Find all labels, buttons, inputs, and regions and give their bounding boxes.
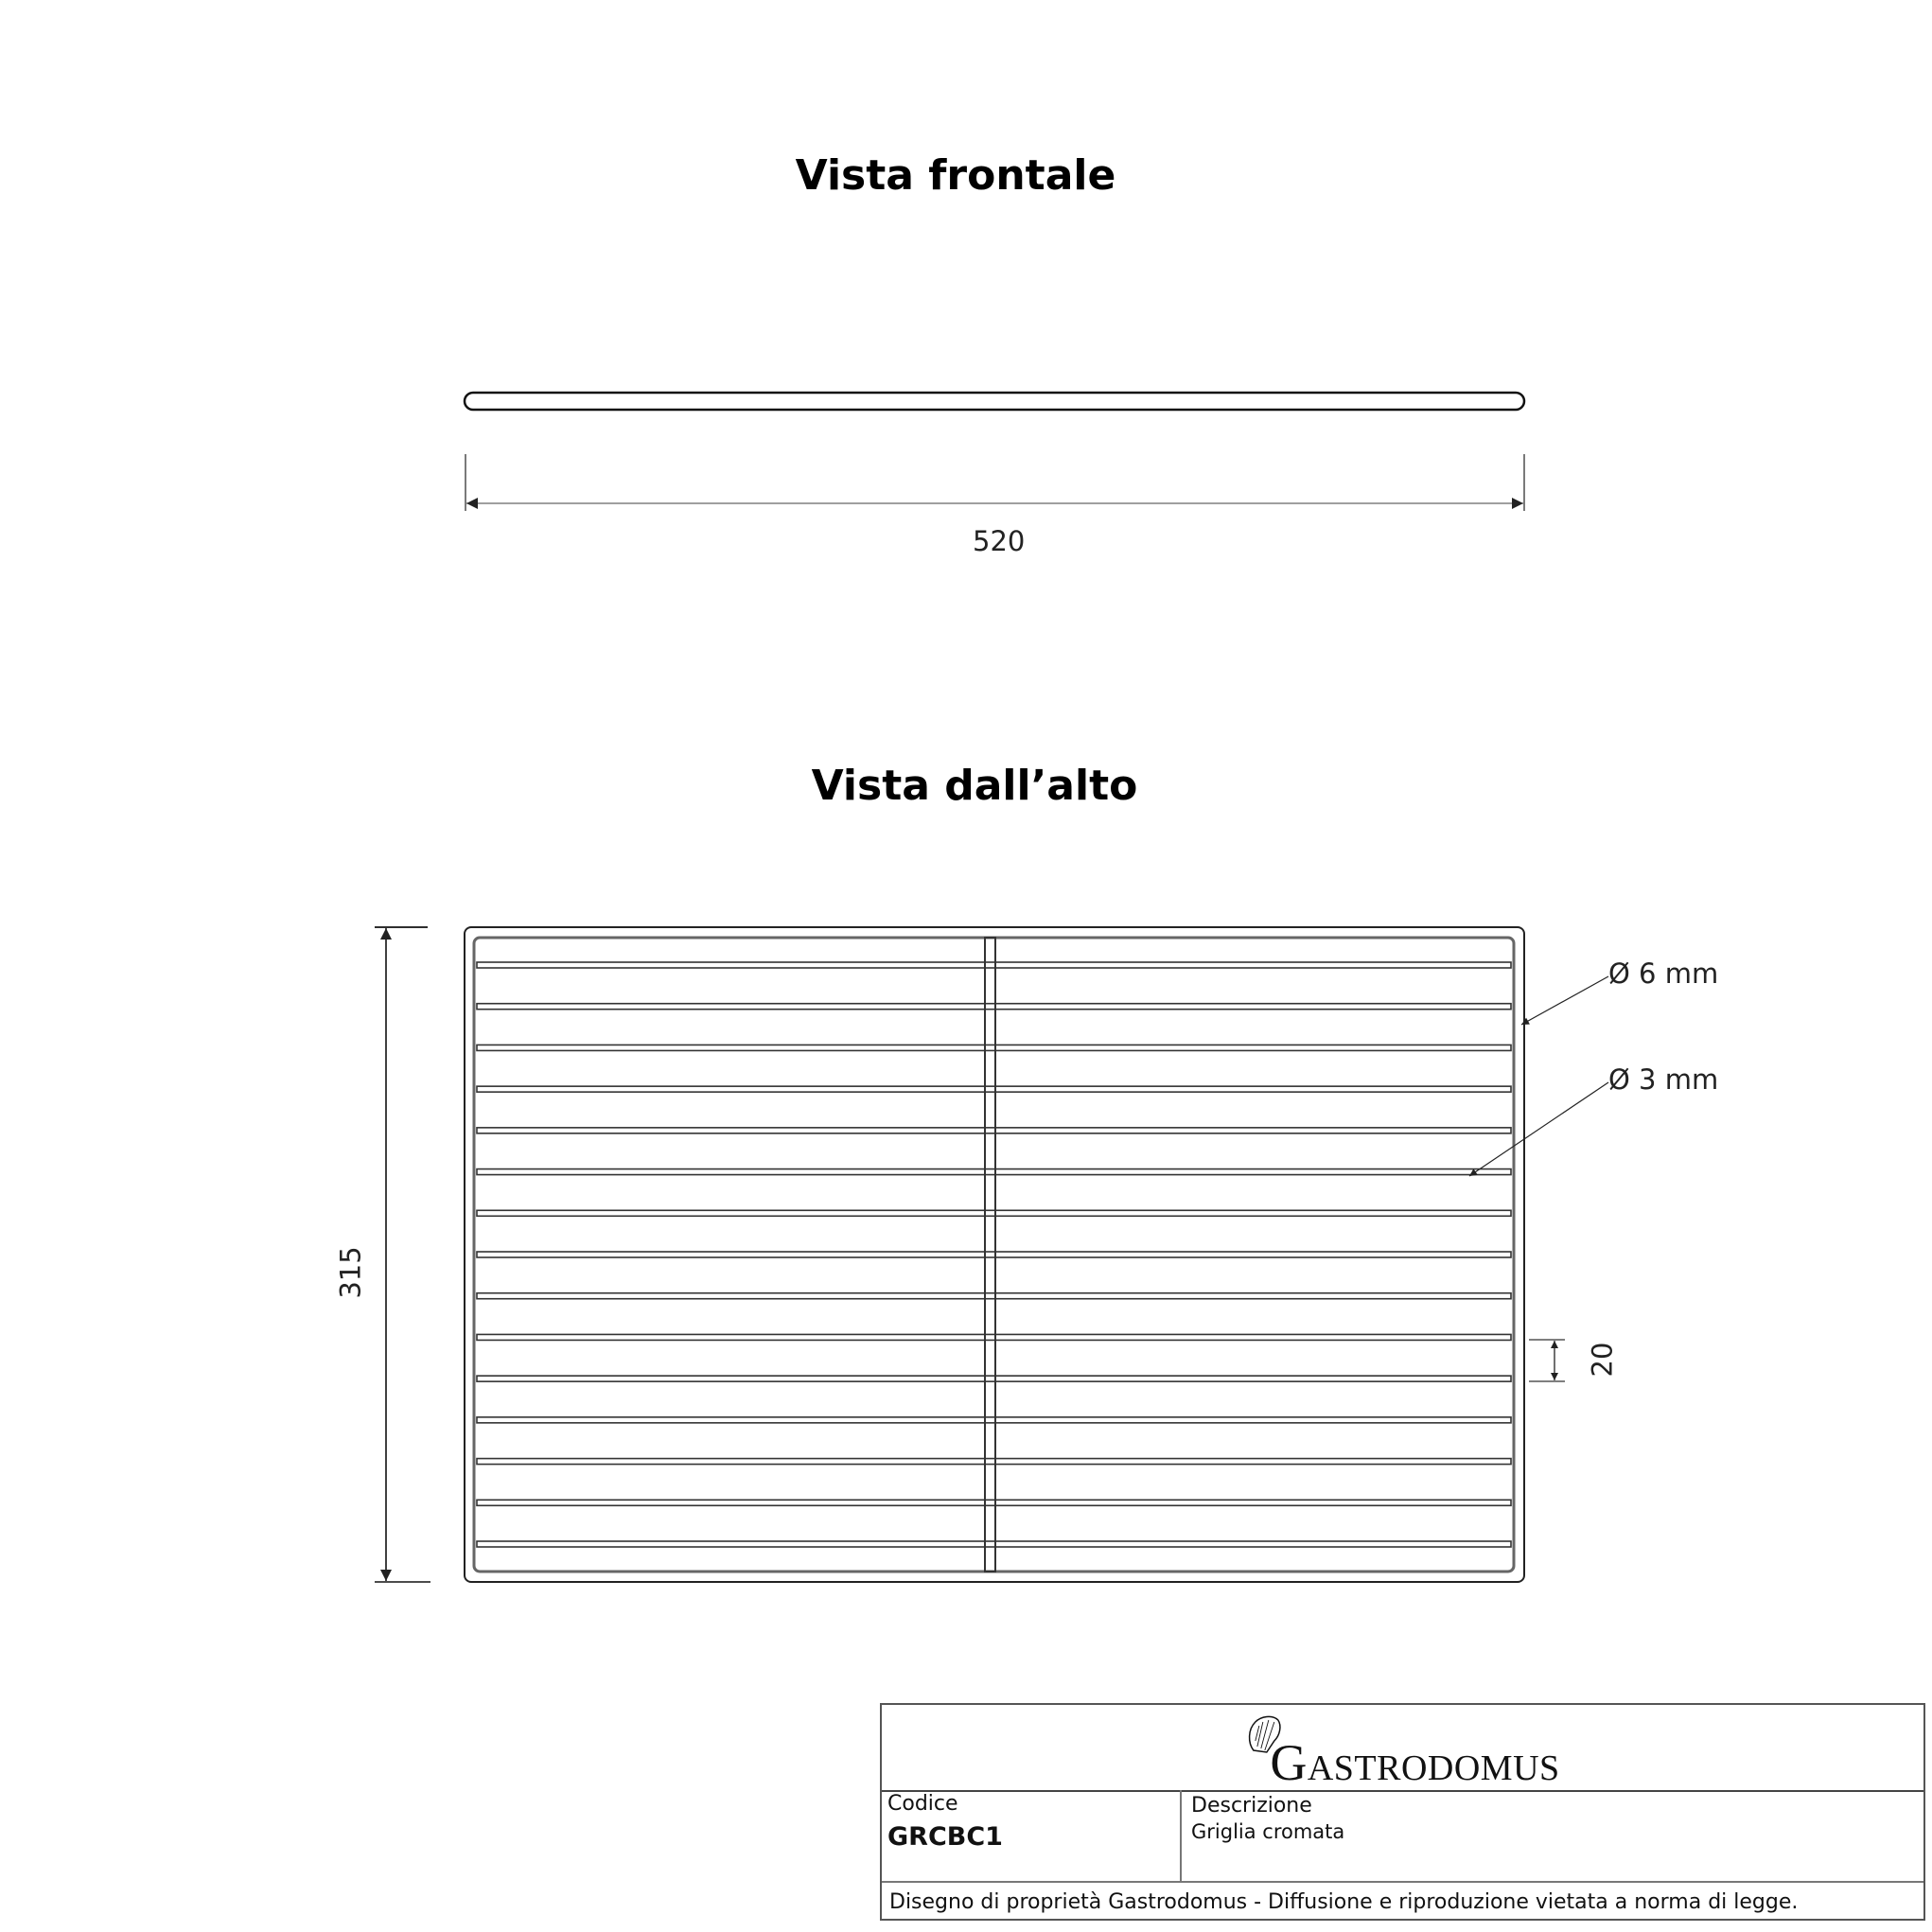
callout-leader-6mm <box>1521 976 1608 1025</box>
bar-spacing-dimension <box>1529 1340 1565 1381</box>
grid-bar <box>477 1417 1511 1423</box>
code-label: Codice <box>887 1792 958 1816</box>
grid-bar <box>477 962 1511 968</box>
bar-spacing-dimension-value: 20 <box>1586 1342 1619 1378</box>
grid-bar <box>477 1376 1511 1381</box>
title-block <box>880 1703 1925 1921</box>
top-view-grid <box>465 927 1524 1582</box>
brand-wordmark: GASTRODOMUS <box>1270 1734 1560 1791</box>
title-block-code-cell <box>882 1790 1182 1881</box>
grid-bars <box>477 938 1511 1572</box>
grid-bar <box>477 1210 1511 1216</box>
grid-bar <box>477 1045 1511 1050</box>
front-view-title: Vista frontale <box>795 151 1116 200</box>
copyright-notice: Disegno di proprietà Gastrodomus - Diffusione e riproduzione vietata a norma di legge. <box>889 1890 1799 1914</box>
top-height-dimension <box>375 927 430 1582</box>
grid-bar <box>477 1128 1511 1133</box>
front-width-dimension-value: 520 <box>973 525 1026 557</box>
title-block-logo-row <box>882 1705 1923 1792</box>
title-block-notice-row <box>882 1881 1923 1919</box>
description-label: Descrizione <box>1191 1794 1312 1818</box>
grid-bar <box>477 1293 1511 1299</box>
brand-logo <box>1245 1712 1560 1791</box>
grid-bar <box>477 1252 1511 1257</box>
top-view-title: Vista dall’alto <box>811 762 1138 810</box>
title-block-description-cell <box>1182 1790 1923 1881</box>
grid-bar <box>477 1004 1511 1010</box>
front-view-rod <box>465 393 1524 410</box>
grid-bar <box>477 1500 1511 1505</box>
top-height-dimension-value: 315 <box>334 1246 367 1299</box>
grid-bar <box>477 1541 1511 1547</box>
callout-inner-bars-diameter: Ø 3 mm <box>1608 1063 1719 1096</box>
grid-bar <box>477 1086 1511 1092</box>
grid-bar <box>477 1169 1511 1175</box>
grid-bar <box>477 1334 1511 1340</box>
front-width-dimension <box>465 454 1524 511</box>
grid-bar <box>477 1459 1511 1465</box>
code-value: GRCBC1 <box>887 1822 1003 1852</box>
callout-outer-frame-diameter: Ø 6 mm <box>1608 957 1719 990</box>
description-value: Griglia cromata <box>1191 1820 1345 1843</box>
